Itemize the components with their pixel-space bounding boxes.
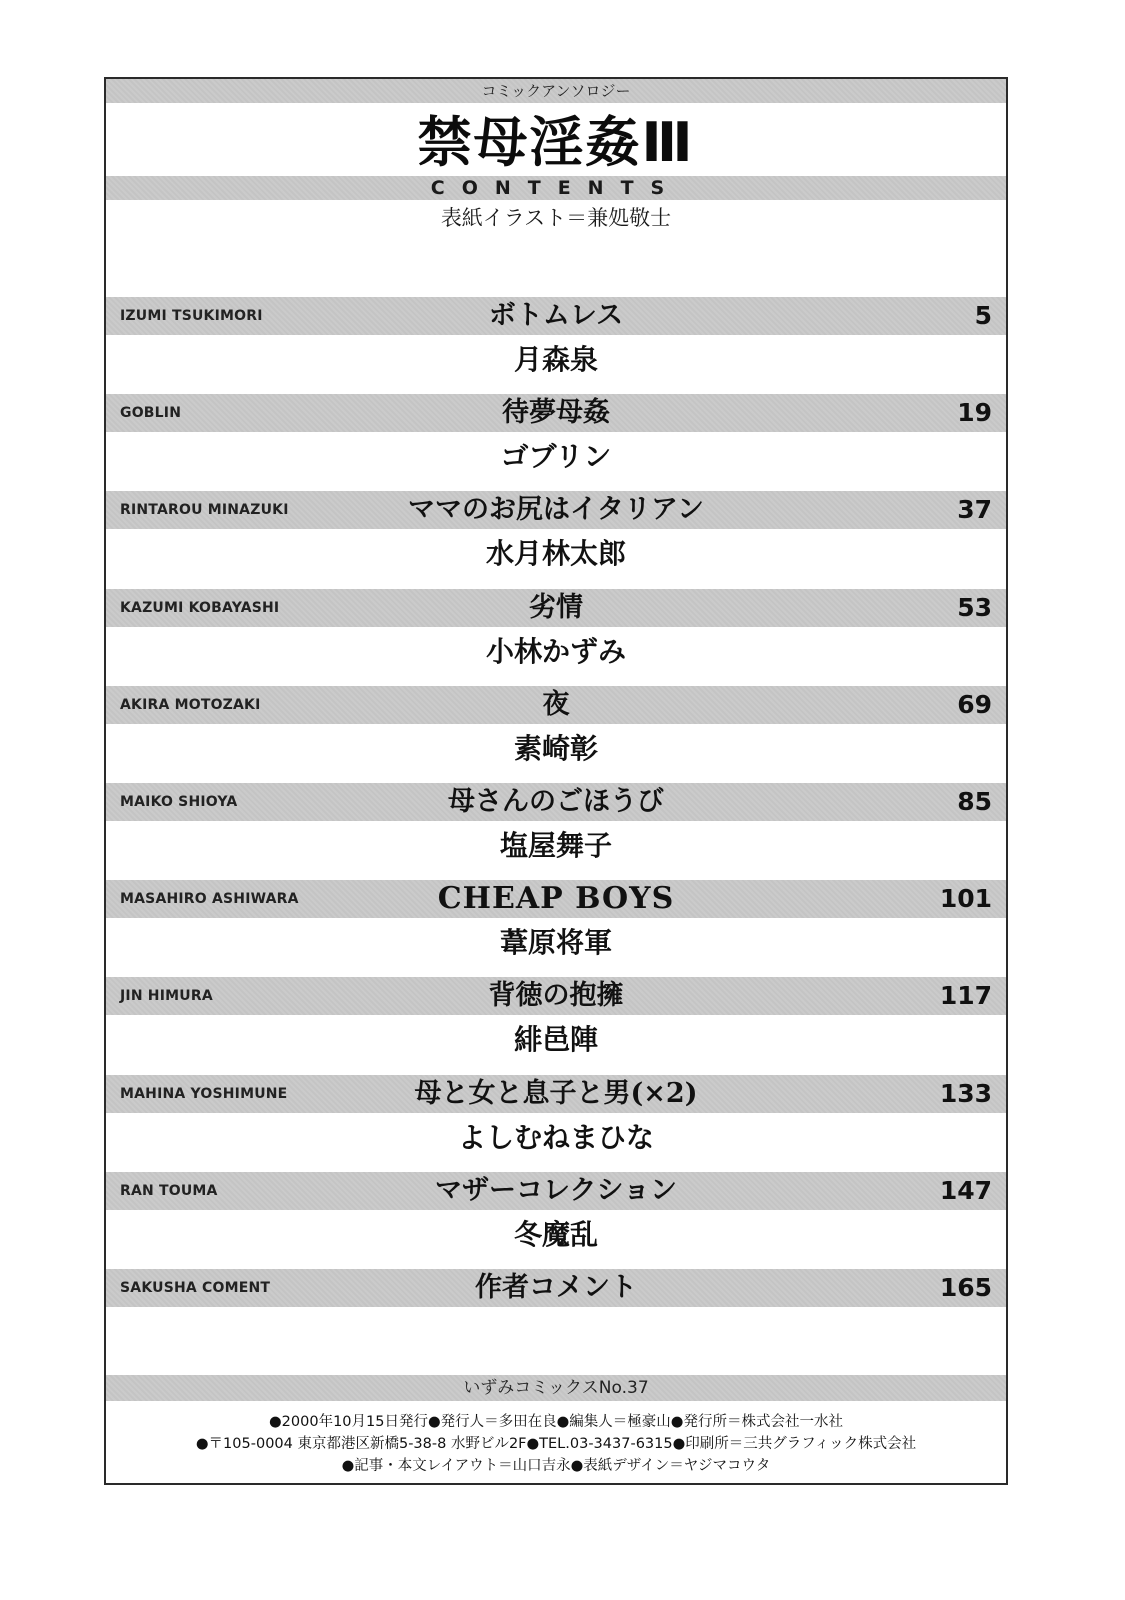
author-name: 緋邑陣 <box>513 1023 598 1056</box>
publication-credit-line: ●2000年10月15日発行●発行人＝多田在良●編集人＝極豪山●発行所＝株式会社一水社 <box>269 1414 843 1430</box>
author-romaji: AKIRA MOTOZAKI <box>120 697 261 713</box>
author-romaji: MASAHIRO ASHIWARA <box>120 891 299 907</box>
author-name: 素崎彰 <box>513 732 598 765</box>
toc-entry-band <box>106 394 1006 432</box>
page-number: 117 <box>939 981 992 1010</box>
toc-entry-band <box>106 1269 1006 1307</box>
author-romaji: MAHINA YOSHIMUNE <box>120 1086 288 1102</box>
author-name: ゴブリン <box>500 440 612 473</box>
author-name: 水月林太郎 <box>485 537 626 570</box>
footer-band <box>106 1375 1006 1401</box>
author-name: 葦原将軍 <box>499 926 612 959</box>
author-romaji: KAZUMI KOBAYASHI <box>120 600 280 616</box>
author-romaji: GOBLIN <box>120 405 182 421</box>
story-title: 背徳の抱擁 <box>488 980 624 1011</box>
contents-heading: CONTENTS <box>430 177 682 199</box>
toc-entry-band <box>106 1172 1006 1210</box>
story-title: 待夢母姦 <box>502 397 610 428</box>
page-number: 5 <box>974 301 992 330</box>
author-romaji: MAIKO SHIOYA <box>120 794 238 810</box>
publication-credit-line: ●記事・本文レイアウト＝山口吉永●表紙デザイン＝ヤジマコウタ <box>341 1458 771 1474</box>
series-number: いずみコミックスNo.37 <box>463 1378 649 1398</box>
story-title: 母と女と息子と男(×2) <box>414 1078 698 1109</box>
page-number: 165 <box>939 1273 992 1302</box>
story-title: ママのお尻はイタリアン <box>408 494 704 525</box>
story-title: 劣情 <box>529 592 583 623</box>
story-title: マザーコレクション <box>435 1175 677 1206</box>
page-number: 53 <box>957 593 992 622</box>
author-name: 冬魔乱 <box>513 1218 598 1251</box>
toc-entry-band <box>106 880 1006 918</box>
author-romaji: RINTAROU MINAZUKI <box>120 502 289 518</box>
author-romaji: SAKUSHA COMENT <box>120 1280 271 1296</box>
page-number: 133 <box>939 1079 992 1108</box>
page-number: 85 <box>957 787 992 816</box>
story-title: 作者コメント <box>475 1272 637 1303</box>
page-number: 147 <box>939 1176 992 1205</box>
toc-entry-band <box>106 783 1006 821</box>
story-title: 夜 <box>542 689 570 720</box>
page-number: 37 <box>957 495 992 524</box>
story-title: 母さんのごほうび <box>448 786 664 817</box>
author-romaji: IZUMI TSUKIMORI <box>120 308 263 324</box>
book-title: 禁母淫姦Ⅲ <box>417 111 695 174</box>
author-romaji: JIN HIMURA <box>120 988 213 1004</box>
author-name: よしむねまひな <box>457 1121 654 1154</box>
cover-illustration-credit: 表紙イラスト＝兼処敬士 <box>440 206 672 230</box>
toc-entry-band <box>106 491 1006 529</box>
author-name: 塩屋舞子 <box>499 829 612 862</box>
author-name: 月森泉 <box>513 343 598 376</box>
toc-entry-band <box>106 589 1006 627</box>
author-name: 小林かずみ <box>485 635 626 668</box>
page-number: 101 <box>939 884 992 913</box>
toc-entry-band <box>106 686 1006 724</box>
toc-entry-band <box>106 977 1006 1015</box>
story-title: ボトムレス <box>488 300 624 331</box>
page-number: 19 <box>957 398 992 427</box>
series-label: コミックアンソロジー <box>481 82 631 100</box>
author-romaji: RAN TOUMA <box>120 1183 218 1199</box>
toc-entry-band <box>106 1075 1006 1113</box>
publication-credit-line: ●〒105-0004 東京都港区新橋5-38-8 水野ビル2F●TEL.03-3437-6315●印刷所＝三共グラフィック株式会社 <box>195 1436 917 1452</box>
toc-entry-band <box>106 297 1006 335</box>
story-title: CHEAP BOYS <box>437 881 675 916</box>
contents-page-frame <box>104 77 1008 1485</box>
page-number: 69 <box>957 690 992 719</box>
